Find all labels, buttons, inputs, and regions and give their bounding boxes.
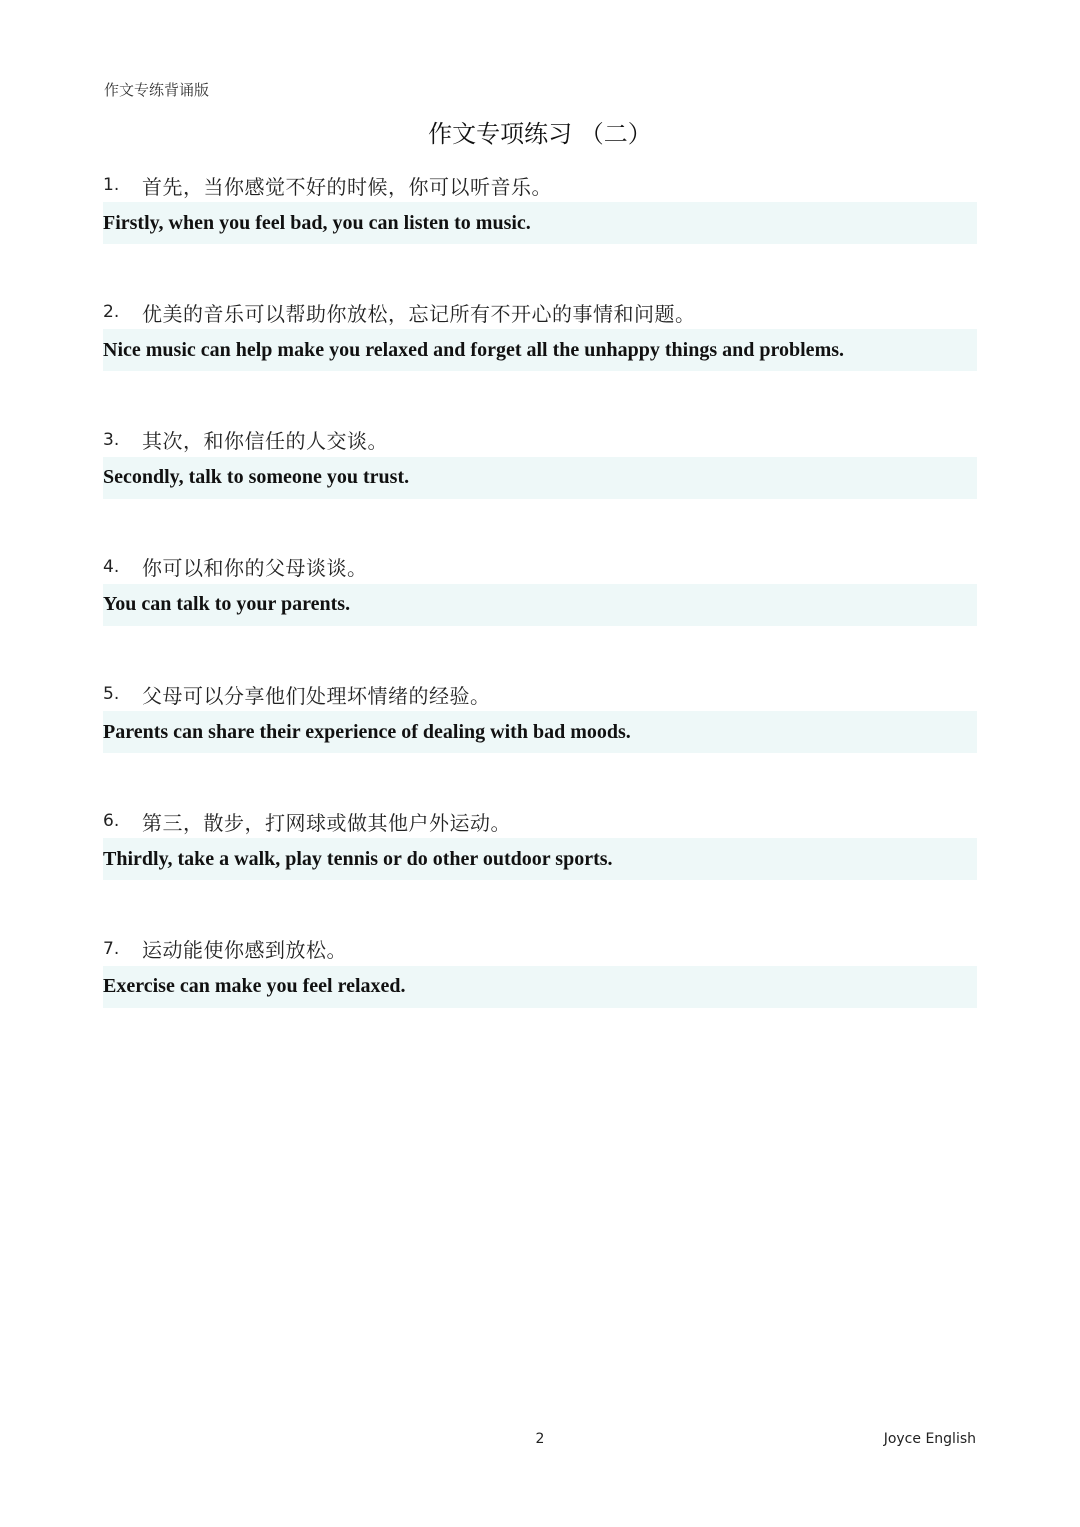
document-header-label: 作文专练背诵版: [104, 81, 210, 99]
chinese-sentence: [103, 677, 491, 711]
chinese-text: 你可以和你的父母谈谈。: [142, 556, 368, 581]
chinese-sentence: [103, 550, 368, 584]
page-number: 2: [535, 1431, 545, 1447]
english-translation: Firstly, when you feel bad, you can listen to music.: [103, 202, 977, 244]
exercise-list: [103, 162, 977, 1053]
chinese-text: 其次，和你信任的人交谈。: [142, 429, 388, 454]
english-translation: Exercise can make you feel relaxed.: [103, 966, 977, 1008]
english-translation: Parents can share their experience of dealing with bad moods.: [103, 711, 977, 753]
chinese-text: 首先，当你感觉不好的时候，你可以听音乐。: [142, 174, 552, 199]
page-title: 作文专项练习 （二）: [428, 120, 652, 148]
list-item: [103, 289, 977, 416]
list-item: [103, 544, 977, 671]
list-item: [103, 671, 977, 798]
chinese-sentence: [103, 804, 511, 838]
list-item: [103, 798, 977, 925]
item-number: 3.: [103, 429, 120, 450]
footer-brand: Joyce English: [883, 1431, 976, 1447]
list-item: [103, 162, 977, 289]
english-translation: You can talk to your parents.: [103, 584, 977, 626]
item-number: 4.: [103, 556, 120, 577]
chinese-sentence: [103, 423, 388, 457]
english-translation: Nice music can help make you relaxed and forget all the unhappy things and problems.: [103, 329, 977, 371]
item-number: 1.: [103, 175, 120, 195]
chinese-sentence: [103, 168, 552, 202]
item-number: 2.: [103, 302, 120, 323]
english-translation: Secondly, talk to someone you trust.: [103, 457, 977, 499]
item-number: 5.: [103, 684, 120, 705]
item-number: 7.: [103, 938, 120, 959]
item-number: 6.: [103, 811, 120, 832]
english-translation: Thirdly, take a walk, play tennis or do other outdoor sports.: [103, 838, 977, 880]
chinese-sentence: [103, 295, 696, 329]
chinese-text: 第三，散步，打网球或做其他户外运动。: [142, 810, 511, 835]
chinese-text: 父母可以分享他们处理坏情绪的经验。: [142, 683, 491, 708]
chinese-text: 运动能使你感到放松。: [142, 938, 347, 963]
chinese-sentence: [103, 932, 347, 966]
list-item: [103, 417, 977, 544]
list-item: [103, 926, 977, 1053]
chinese-text: 优美的音乐可以帮助你放松，忘记所有不开心的事情和问题。: [142, 301, 696, 326]
